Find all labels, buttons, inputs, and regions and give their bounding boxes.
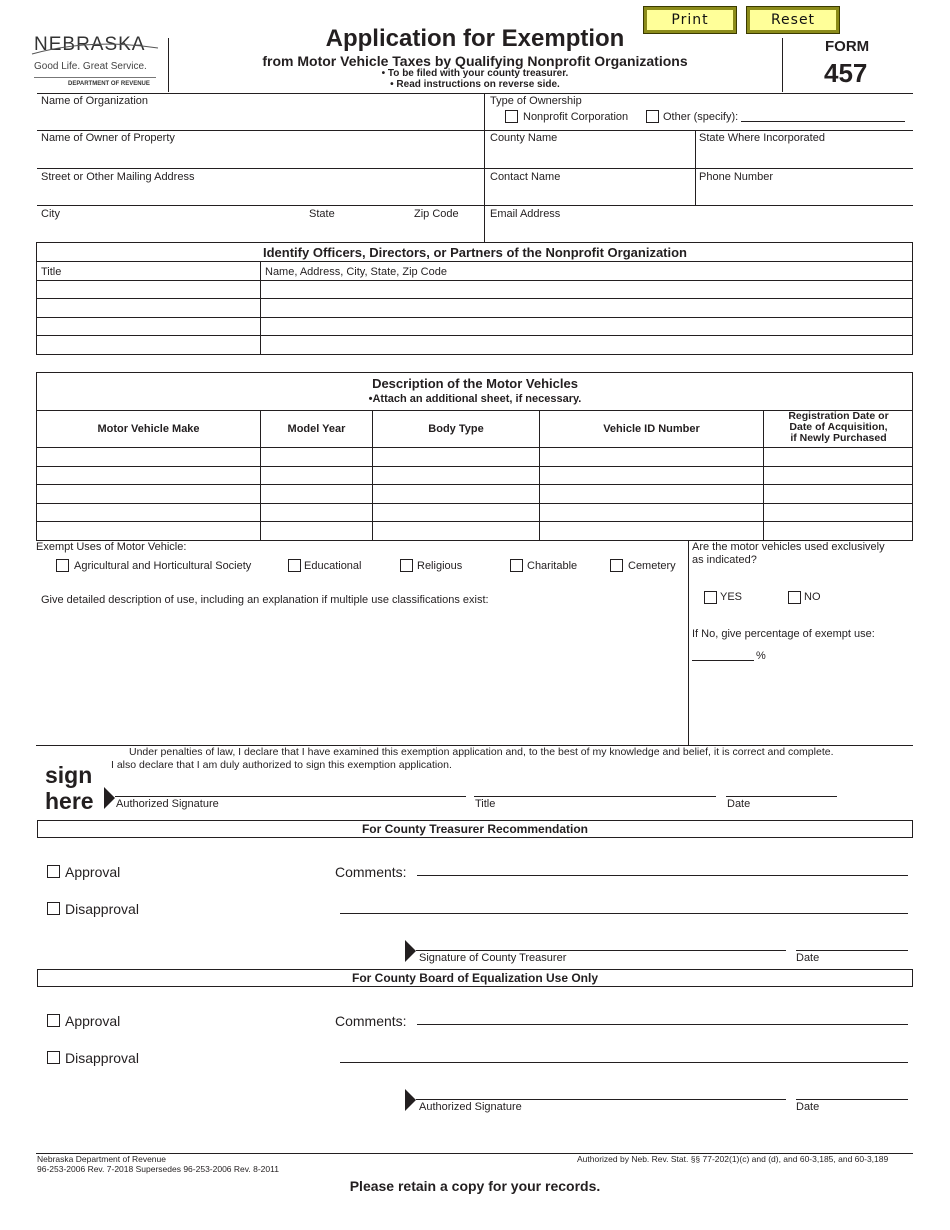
nonprofit-corporation-label: Nonprofit Corporation [523,111,629,123]
no-checkbox[interactable] [788,591,801,604]
officer-name-input[interactable] [261,336,912,354]
org-name-input[interactable] [38,108,484,130]
board-heading: For County Board of Equalization Use Only [351,971,598,985]
form-number: 457 [824,58,868,88]
ownership-type-label: Type of Ownership [490,95,582,107]
form-subtitle: from Motor Vehicle Taxes by Qualifying Nonprofit Organizations [262,53,688,69]
exclusive-question-2: as indicated? [692,554,757,566]
other-specify-label: Other (specify): [663,111,739,123]
other-ownership-checkbox[interactable] [646,110,659,123]
treasurer-approval-label: Approval [65,864,121,880]
retain-copy-note: Please retain a copy for your records. [349,1178,601,1194]
board-signature-label: Authorized Signature [419,1101,522,1113]
email-input[interactable] [486,221,912,241]
state-incorporated-input[interactable] [697,145,912,167]
mailing-address-label: Street or Other Mailing Address [41,171,195,183]
phone-input[interactable] [697,184,912,204]
vehicles-col-year: Model Year [287,423,346,435]
contact-name-label: Contact Name [490,171,561,183]
officer-title-input[interactable] [37,299,259,316]
cemetery-checkbox[interactable] [610,559,623,572]
footer-authority: Authorized by Neb. Rev. Stat. §§ 77-202(1)(c) and (d), and 60-3,185, and 60-3,189 [577,1154,889,1164]
treasurer-comments-label: Comments: [335,864,407,880]
vehicle-rows-input[interactable] [37,448,912,540]
reset-button[interactable]: Reset [747,7,839,33]
no-label: NO [804,591,821,603]
board-date-label: Date [796,1101,820,1113]
treasurer-date-label: Date [796,952,820,964]
signer-title-label: Title [475,798,496,810]
authorized-signature-input[interactable] [115,796,466,797]
board-comments-label: Comments: [335,1013,407,1029]
county-name-label: County Name [490,132,558,144]
board-date-input[interactable] [796,1099,908,1100]
sign-arrow-icon [104,787,115,809]
treasurer-disapproval-label: Disapproval [65,901,139,917]
treasurer-date-input[interactable] [796,950,908,951]
header-note-1: • To be filed with your county treasurer. [381,68,569,79]
educational-label: Educational [304,560,362,572]
treasurer-signature-input[interactable] [416,950,786,951]
owner-name-label: Name of Owner of Property [41,132,175,144]
board-approval-label: Approval [65,1013,121,1029]
declaration-line-2: I also declare that I am duly authorized to sign this exemption application. [111,759,452,771]
vehicles-col-registration [764,411,913,444]
footer-dept: Nebraska Department of Revenue [37,1154,166,1164]
vehicles-subheading: •Attach an additional sheet, if necessary. [368,393,582,405]
owner-name-input[interactable] [38,145,484,167]
religious-label: Religious [417,560,463,572]
signer-title-input[interactable] [474,796,716,797]
officer-name-input[interactable] [261,281,912,298]
yes-label: YES [720,591,743,603]
vehicles-col-vin: Vehicle ID Number [603,423,700,435]
signature-date-input[interactable] [726,796,837,797]
sign-word: sign [45,762,93,788]
logo-dept: DEPARTMENT OF REVENUE [68,81,150,87]
form-title: Application for Exemption [325,25,625,52]
city-label: City [41,208,60,220]
vehicles-col-make: Motor Vehicle Make [97,423,200,435]
board-sign-arrow-icon [405,1089,416,1111]
exempt-uses-label: Exempt Uses of Motor Vehicle: [36,541,187,553]
charitable-label: Charitable [527,560,578,572]
email-label: Email Address [490,208,561,220]
agricultural-label: Agricultural and Horticultural Society [74,560,252,572]
footer-form-revision: 96-253-2006 Rev. 7-2018 Supersedes 96-253-2006 Rev. 8-2011 [37,1164,279,1174]
treasurer-sign-arrow-icon [405,940,416,962]
header-note-2: • Read instructions on reverse side. [390,79,560,90]
city-state-zip-input[interactable] [38,221,484,241]
percent-sign: % [756,650,766,662]
treasurer-comments-input-2[interactable] [340,913,908,914]
board-disapproval-label: Disapproval [65,1050,139,1066]
vehicles-heading: Description of the Motor Vehicles [372,376,578,391]
description-prompt: Give detailed description of use, including an explanation if multiple use classifications exist: [41,594,489,606]
treasurer-heading: For County Treasurer Recommendation [361,822,589,836]
educational-checkbox[interactable] [288,559,301,572]
state-incorporated-label: State Where Incorporated [699,132,825,144]
board-comments-input[interactable] [417,1024,908,1025]
officer-name-input[interactable] [261,318,912,335]
officers-col-title: Title [41,266,62,278]
exclusive-question-1: Are the motor vehicles used exclusively [692,541,885,553]
contact-name-input[interactable] [486,184,694,204]
phone-label: Phone Number [699,171,773,183]
cemetery-label: Cemetery [628,560,676,572]
use-description-input[interactable] [38,610,684,740]
officers-col-name: Name, Address, City, State, Zip Code [265,266,447,278]
zip-label: Zip Code [414,208,459,220]
org-name-label: Name of Organization [41,95,148,107]
board-signature-input[interactable] [416,1099,786,1100]
agricultural-checkbox[interactable] [56,559,69,572]
vehicles-col-body: Body Type [428,423,484,435]
treasurer-disapproval-checkbox[interactable] [47,902,60,915]
officers-heading: Identify Officers, Directors, or Partners of the Nonprofit Organization [263,245,687,260]
charitable-checkbox[interactable] [510,559,523,572]
declaration-line-1: Under penalties of law, I declare that I have examined this exemption application and, to the best of my knowledge and belief, it is correct and complete. [129,746,834,758]
treasurer-approval-checkbox[interactable] [47,865,60,878]
here-word: here [45,788,94,814]
board-approval-checkbox[interactable] [47,1014,60,1027]
logo-state: NEBRASKA [34,34,146,55]
other-specify-input[interactable] [741,121,905,122]
county-name-input[interactable] [486,145,694,167]
state-label: State [309,208,335,220]
board-disapproval-checkbox[interactable] [47,1051,60,1064]
reg-line-3: if Newly Purchased [790,432,887,444]
officer-title-input[interactable] [37,336,259,354]
yes-checkbox[interactable] [704,591,717,604]
percent-input[interactable] [692,660,754,661]
signature-date-label: Date [727,798,751,810]
reg-line-1: Registration Date or [788,410,889,422]
print-button[interactable]: Print [644,7,736,33]
logo-swoosh-icon [30,36,160,58]
treasurer-signature-label: Signature of County Treasurer [419,952,567,964]
sign-here-label [45,762,94,814]
mailing-address-input[interactable] [38,184,484,204]
board-comments-input-2[interactable] [340,1062,908,1063]
officer-name-input[interactable] [261,299,912,316]
reg-line-2: Date of Acquisition, [789,421,888,433]
authorized-signature-label: Authorized Signature [116,798,219,810]
percent-prompt: If No, give percentage of exempt use: [692,628,875,640]
officer-title-input[interactable] [37,281,259,298]
treasurer-comments-input[interactable] [417,875,908,876]
nonprofit-corporation-checkbox[interactable] [505,110,518,123]
form-label: FORM [825,38,870,55]
religious-checkbox[interactable] [400,559,413,572]
officer-title-input[interactable] [37,318,259,335]
logo-tagline: Good Life. Great Service. [34,61,147,72]
